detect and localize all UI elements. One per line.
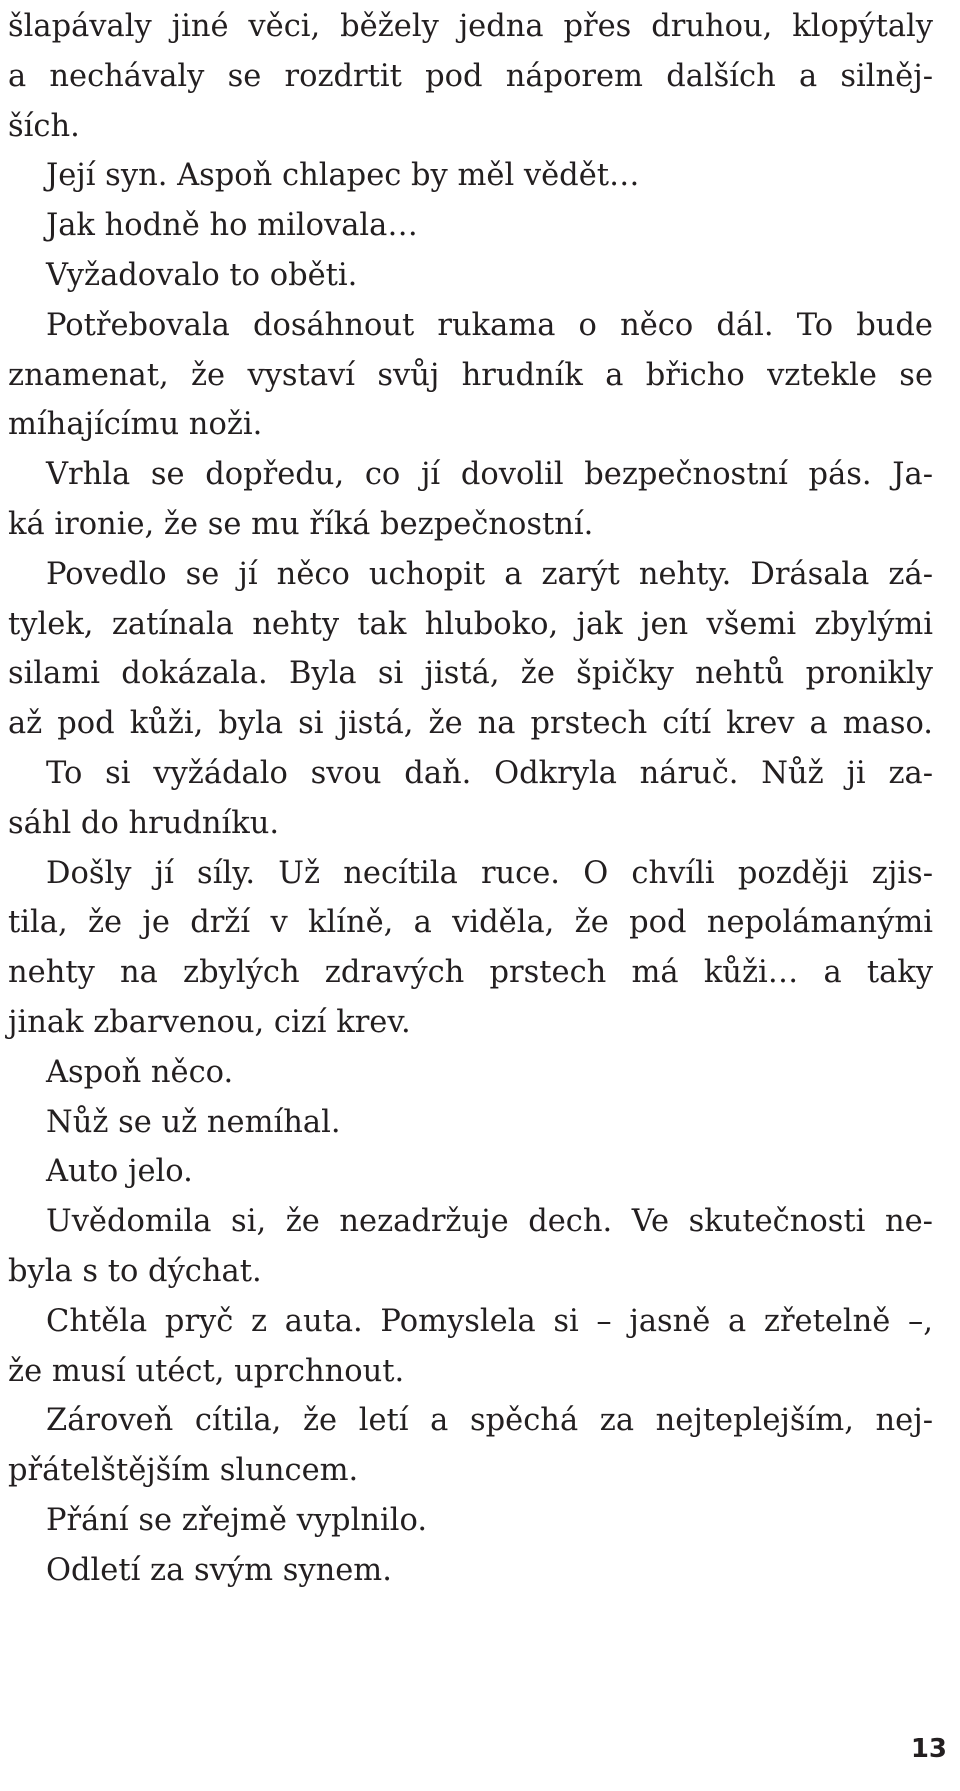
text-line: byla s to dýchat. bbox=[8, 1253, 262, 1289]
text-line: Zároveň cítila, že letí a spěchá za nejteplejším, nej- bbox=[46, 1403, 933, 1439]
text-line: Odletí za svým synem. bbox=[46, 1552, 392, 1588]
text-line: Vrhla se dopředu, co jí dovolil bezpečnostní pás. Ja- bbox=[46, 457, 933, 493]
text-line: Nůž se už nemíhal. bbox=[46, 1104, 341, 1140]
text-line: Uvědomila si, že nezadržuje dech. Ve skutečnosti ne- bbox=[46, 1204, 933, 1240]
text-line: tila, že je drží v klíně, a viděla, že pod nepolámanými bbox=[8, 905, 933, 941]
text-line: sáhl do hrudníku. bbox=[8, 805, 280, 841]
text-line: Vyžadovalo to oběti. bbox=[46, 257, 358, 293]
text-line: ších. bbox=[8, 108, 80, 144]
text-line: že musí utéct, uprchnout. bbox=[8, 1353, 405, 1389]
text-line: šlapávaly jiné věci, běžely jedna přes druhou, klopýtaly bbox=[8, 9, 933, 44]
text-line: a nechávaly se rozdrtit pod náporem dalších a silněj- bbox=[8, 58, 933, 94]
page-number: 13 bbox=[910, 1734, 947, 1764]
text-line: Potřebovala dosáhnout rukama o něco dál. To bude bbox=[46, 307, 933, 343]
text-line: ká ironie, že se mu říká bezpečnostní. bbox=[8, 506, 594, 542]
text-line: až pod kůži, byla si jistá, že na prstech cítí krev a maso. bbox=[8, 706, 933, 742]
text-line: Jak hodně ho milovala… bbox=[46, 208, 418, 244]
text-line: Auto jelo. bbox=[46, 1154, 193, 1190]
text-line: znamenat, že vystaví svůj hrudník a břicho vztekle se bbox=[8, 357, 933, 393]
text-line: jinak zbarvenou, cizí krev. bbox=[8, 1004, 411, 1040]
text-line: přátelštějším sluncem. bbox=[8, 1453, 359, 1489]
text-line: Přání se zřejmě vyplnilo. bbox=[46, 1502, 428, 1538]
body-text bbox=[8, 2, 933, 1596]
text-line: Došly jí síly. Už necítila ruce. O chvíli později zjis- bbox=[46, 855, 933, 891]
text-line: Povedlo se jí něco uchopit a zarýt nehty. Drásala zá- bbox=[46, 556, 933, 592]
text-line: Chtěla pryč z auta. Pomyslela si – jasně a zřetelně –, bbox=[46, 1303, 933, 1339]
text-line: Aspoň něco. bbox=[46, 1054, 234, 1090]
text-line: silami dokázala. Byla si jistá, že špičky nehtů pronikly bbox=[8, 656, 933, 692]
text-line: To si vyžádalo svou daň. Odkryla náruč. Nůž ji za- bbox=[46, 755, 933, 791]
text-line: míhajícímu noži. bbox=[8, 407, 263, 443]
text-line: nehty na zbylých zdravých prstech má kůži… a taky bbox=[8, 955, 933, 991]
text-line: tylek, zatínala nehty tak hluboko, jak jen všemi zbylými bbox=[8, 606, 933, 642]
text-line: Její syn. Aspoň chlapec by měl vědět… bbox=[46, 158, 640, 194]
